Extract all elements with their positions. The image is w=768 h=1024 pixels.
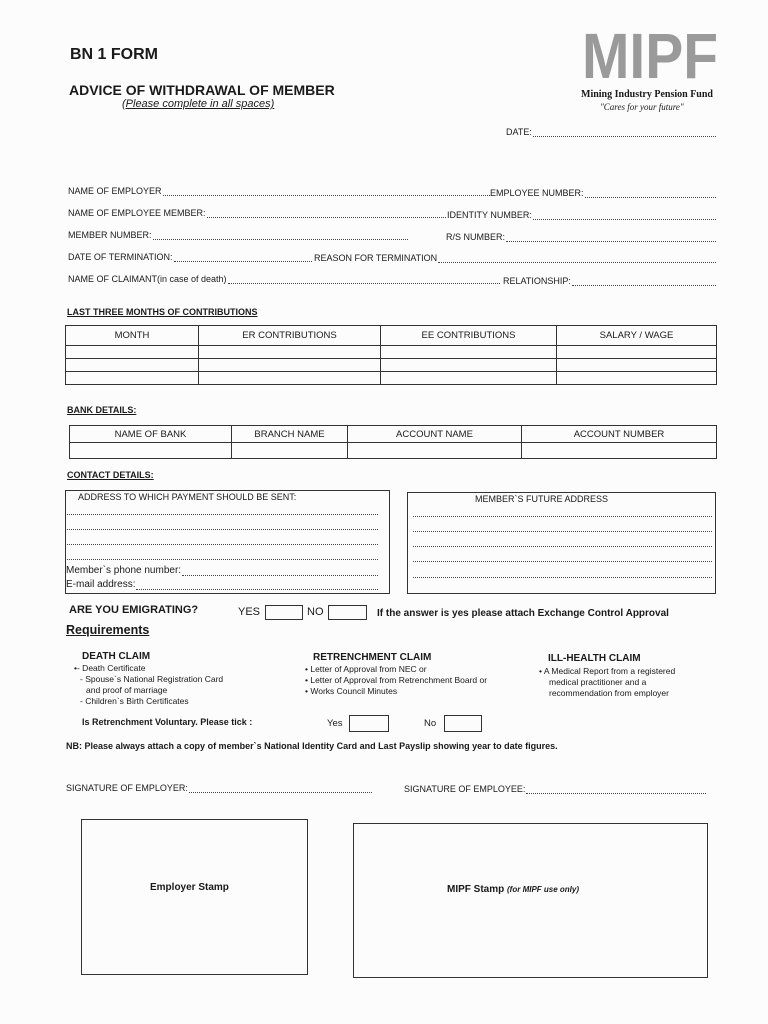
claimant-label: NAME OF CLAIMANT(in case of death): [68, 274, 227, 284]
mipf-stamp-label: MIPF Stamp (for MIPF use only): [447, 884, 580, 895]
emigration-no-checkbox[interactable]: [328, 605, 367, 620]
table-row: [66, 346, 717, 359]
ill-health-item-2: medical practitioner and a: [549, 677, 647, 687]
rs-number-label: R/S NUMBER:: [446, 232, 506, 242]
email-field[interactable]: [66, 579, 378, 590]
nb-note: NB: Please always attach a copy of member`s National Identity Card and Last Payslip showing year to date figures.: [66, 741, 558, 751]
employee-member-field[interactable]: [68, 208, 446, 218]
retrenchment-item-2: • Letter of Approval from Retrenchment Board or: [305, 675, 488, 685]
contrib-col-er: ER CONTRIBUTIONS: [199, 326, 381, 346]
identity-number-field[interactable]: [447, 210, 716, 220]
death-claim-heading: DEATH CLAIM: [82, 651, 151, 662]
bank-col-branch: BRANCH NAME: [232, 426, 348, 443]
contrib-col-ee: EE CONTRIBUTIONS: [381, 326, 557, 346]
emigration-no-label: NO: [307, 606, 324, 618]
retrenchment-claim-heading: RETRENCHMENT CLAIM: [313, 652, 432, 663]
future-address-box[interactable]: [407, 492, 716, 594]
bank-col-account-number: ACCOUNT NUMBER: [522, 426, 717, 443]
voluntary-question: Is Retrenchment Voluntary. Please tick :: [82, 717, 253, 727]
email-label: E-mail address:: [66, 579, 136, 590]
retrenchment-item-3: • Works Council Minutes: [305, 686, 398, 696]
date-field[interactable]: [506, 127, 716, 137]
termination-reason-label: REASON FOR TERMINATION: [314, 253, 438, 263]
employer-stamp-label: Employer Stamp: [150, 882, 229, 893]
voluntary-no-label: No: [424, 718, 437, 729]
relationship-field[interactable]: [503, 276, 716, 286]
relationship-label: RELATIONSHIP:: [503, 276, 571, 286]
form-instruction: (Please complete in all spaces): [122, 98, 275, 110]
death-item-1: •- Death Certificate: [74, 663, 146, 673]
voluntary-no-checkbox[interactable]: [444, 715, 482, 732]
table-row: [66, 359, 717, 372]
voluntary-yes-checkbox[interactable]: [349, 715, 389, 732]
employer-signature-label: SIGNATURE OF EMPLOYER:: [66, 783, 188, 793]
bank-heading: BANK DETAILS:: [67, 405, 137, 415]
mipf-logo: [580, 16, 720, 86]
table-row: [66, 372, 717, 385]
contributions-heading: LAST THREE MONTHS OF CONTRIBUTIONS: [67, 307, 258, 317]
member-number-field[interactable]: [68, 230, 408, 240]
phone-field[interactable]: [66, 565, 378, 576]
employer-field[interactable]: [68, 186, 490, 196]
identity-number-label: IDENTITY NUMBER:: [447, 210, 532, 220]
bank-table: [69, 425, 717, 459]
emigration-question: ARE YOU EMIGRATING?: [69, 604, 199, 616]
ill-health-item-3: recommendation from employer: [549, 688, 669, 698]
employer-signature-field[interactable]: [66, 783, 372, 793]
termination-date-field[interactable]: [68, 252, 312, 262]
employee-signature-label: SIGNATURE OF EMPLOYEE:: [404, 784, 526, 794]
future-address-label: MEMBER`S FUTURE ADDRESS: [475, 494, 609, 504]
claimant-field[interactable]: [68, 274, 500, 284]
date-label: DATE:: [506, 127, 532, 137]
contributions-table: [65, 325, 717, 385]
emigration-note: If the answer is yes please attach Exchange Control Approval: [377, 608, 669, 619]
rs-number-field[interactable]: [446, 232, 716, 242]
form-code: BN 1 FORM: [70, 46, 158, 63]
death-item-2: - Spouse`s National Registration Card: [80, 674, 224, 684]
mipf-stamp-box: [353, 823, 708, 978]
payment-address-label: ADDRESS TO WHICH PAYMENT SHOULD BE SENT:: [78, 492, 297, 502]
form-title: ADVICE OF WITHDRAWAL OF MEMBER: [69, 82, 335, 98]
employer-label: NAME OF EMPLOYER: [68, 186, 162, 196]
fund-tagline: "Cares for your future": [600, 102, 684, 112]
retrenchment-item-1: • Letter of Approval from NEC or: [305, 664, 427, 674]
employee-number-field[interactable]: [490, 188, 716, 198]
bank-col-account-name: ACCOUNT NAME: [348, 426, 522, 443]
death-item-3: and proof of marriage: [86, 685, 168, 695]
fund-name: Mining Industry Pension Fund: [581, 89, 713, 100]
employee-signature-field[interactable]: [404, 784, 706, 794]
mipf-stamp-note: (for MIPF use only): [507, 885, 580, 894]
employee-number-label: EMPLOYEE NUMBER:: [490, 188, 584, 198]
contact-heading: CONTACT DETAILS:: [67, 470, 154, 480]
table-row: [70, 443, 717, 459]
member-number-label: MEMBER NUMBER:: [68, 230, 152, 240]
ill-health-item-1: • A Medical Report from a registered: [539, 666, 676, 676]
emigration-yes-label: YES: [238, 606, 261, 618]
employee-member-label: NAME OF EMPLOYEE MEMBER:: [68, 208, 206, 218]
contrib-col-salary: SALARY / WAGE: [557, 326, 717, 346]
termination-date-label: DATE OF TERMINATION:: [68, 252, 173, 262]
requirements-heading: Requirements: [66, 623, 150, 637]
voluntary-yes-label: Yes: [327, 718, 343, 729]
employer-stamp-box: [81, 819, 308, 975]
phone-label: Member`s phone number:: [66, 565, 182, 576]
ill-health-claim-heading: ILL-HEALTH CLAIM: [548, 653, 641, 664]
contrib-col-month: MONTH: [66, 326, 199, 346]
termination-reason-field[interactable]: [314, 253, 716, 263]
emigration-yes-checkbox[interactable]: [265, 605, 303, 620]
bank-col-name: NAME OF BANK: [70, 426, 232, 443]
death-item-4: - Children`s Birth Certificates: [80, 696, 189, 706]
logo-text: MIPF: [582, 20, 718, 86]
